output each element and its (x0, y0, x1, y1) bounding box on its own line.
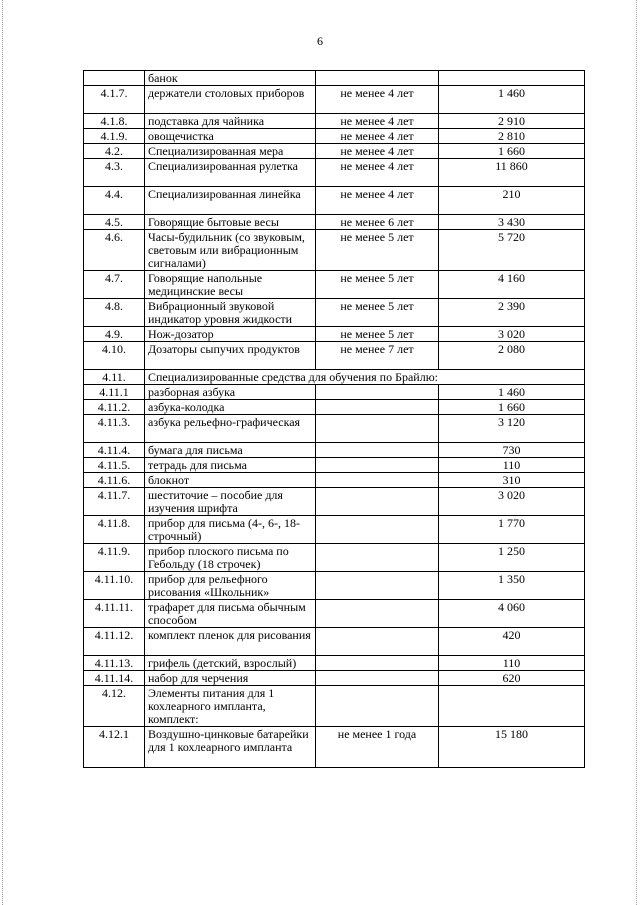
row-number: 4.12. (84, 686, 145, 727)
row-price: 2 910 (439, 114, 585, 129)
table-row (84, 299, 585, 327)
row-item-name-text: подставка для чайника (148, 114, 265, 128)
row-price: 4 160 (439, 271, 585, 299)
table-row (84, 86, 585, 114)
row-service-term (316, 473, 439, 488)
row-service-term: не менее 5 лет (316, 230, 439, 271)
row-number: 4.11.5. (84, 458, 145, 473)
row-service-term (316, 488, 439, 516)
row-price: 15 180 (439, 727, 585, 768)
row-service-term (316, 572, 439, 600)
row-price: 1 660 (439, 144, 585, 159)
row-price: 110 (439, 458, 585, 473)
table-row (84, 129, 585, 144)
table-row (84, 187, 585, 215)
row-section-title: Специализированные средства для обучения по Брайлю: (145, 370, 585, 385)
row-number: 4.1.7. (84, 86, 145, 114)
table-row (84, 628, 585, 656)
row-service-term: не менее 6 лет (316, 215, 439, 230)
row-item-name-text: Вибрационный звуковой индикатор уровня жидкости (148, 299, 293, 326)
row-item-name-text: блокнот (148, 473, 190, 487)
row-item-name-text: Специализированная линейка (148, 187, 301, 201)
row-service-term: не менее 1 года (316, 727, 439, 768)
row-service-term (316, 415, 439, 443)
row-number: 4.2. (84, 144, 145, 159)
row-item-name-text: прибор для письма (4-, 6-, 18-строчный) (148, 516, 301, 543)
row-price: 310 (439, 473, 585, 488)
table-row (84, 473, 585, 488)
table-row (84, 516, 585, 544)
row-item-name-text: бумага для письма (148, 443, 243, 457)
row-item-name (145, 86, 316, 114)
row-number: 4.11.12. (84, 628, 145, 656)
row-number: 4.12.1 (84, 727, 145, 768)
table-row (84, 370, 585, 385)
row-item-name (145, 415, 316, 443)
row-item-name-text: трафарет для письма обычным способом (148, 600, 306, 627)
row-number: 4.8. (84, 299, 145, 327)
row-item-name (145, 686, 316, 727)
table-row (84, 385, 585, 400)
row-service-term (316, 656, 439, 671)
row-number: 4.11.1 (84, 385, 145, 400)
row-price: 2 810 (439, 129, 585, 144)
row-service-term: не менее 4 лет (316, 129, 439, 144)
row-price: 210 (439, 187, 585, 215)
table-row (84, 230, 585, 271)
scan-edge-left (2, 0, 3, 905)
row-service-term: не менее 4 лет (316, 159, 439, 187)
row-item-name (145, 671, 316, 686)
table-row (84, 159, 585, 187)
row-number: 4.11.9. (84, 544, 145, 572)
row-service-term (316, 516, 439, 544)
row-number: 4.11.4. (84, 443, 145, 458)
row-service-term (316, 400, 439, 415)
row-price: 3 430 (439, 215, 585, 230)
row-item-name-text: азбука рельефно-графическая (148, 415, 301, 429)
row-item-name (145, 458, 316, 473)
row-service-term: не менее 7 лет (316, 342, 439, 370)
row-item-name-text: Дозаторы сыпучих продуктов (148, 342, 300, 356)
row-number: 4.10. (84, 342, 145, 370)
row-item-name-text: прибор для рельефного рисования «Школьник» (148, 572, 270, 599)
row-item-name-text: Нож-дозатор (148, 327, 214, 341)
row-item-name-text: шеститочие – пособие для изучения шрифта (148, 488, 283, 515)
table-row (84, 600, 585, 628)
row-service-term (316, 443, 439, 458)
row-price: 620 (439, 671, 585, 686)
row-number: 4.11.8. (84, 516, 145, 544)
row-item-name (145, 144, 316, 159)
row-item-name (145, 656, 316, 671)
row-number: 4.1.8. (84, 114, 145, 129)
row-item-name (145, 342, 316, 370)
row-service-term (316, 71, 439, 86)
row-item-name-text: держатели столовых приборов (148, 86, 305, 100)
row-price (439, 686, 585, 727)
row-price: 1 460 (439, 385, 585, 400)
row-item-name-text: тетрадь для письма (148, 458, 247, 472)
row-number: 4.11.10. (84, 572, 145, 600)
row-item-name-text: комплект пленок для рисования (148, 628, 311, 642)
row-item-name-text: Специализированная рулетка (148, 159, 298, 173)
row-service-term (316, 628, 439, 656)
row-item-name (145, 299, 316, 327)
row-item-name (145, 385, 316, 400)
row-service-term (316, 544, 439, 572)
table-row (84, 671, 585, 686)
row-item-name-text: банок (148, 71, 178, 85)
row-service-term: не менее 5 лет (316, 271, 439, 299)
row-item-name-text: грифель (детский, взрослый) (148, 656, 297, 670)
row-item-name (145, 187, 316, 215)
row-service-term: не менее 5 лет (316, 327, 439, 342)
row-price: 3 120 (439, 415, 585, 443)
row-number: 4.11.6. (84, 473, 145, 488)
row-number: 4.3. (84, 159, 145, 187)
row-item-name (145, 727, 316, 768)
row-item-name (145, 488, 316, 516)
row-number: 4.11.2. (84, 400, 145, 415)
table-row (84, 71, 585, 86)
row-item-name (145, 443, 316, 458)
row-number: 4.11.14. (84, 671, 145, 686)
table-row (84, 415, 585, 443)
row-item-name (145, 600, 316, 628)
table-row (84, 572, 585, 600)
row-price: 4 060 (439, 600, 585, 628)
row-item-name-text: Часы-будильник (со звуковым, световым или вибрационным сигналами) (148, 230, 305, 270)
row-item-name (145, 271, 316, 299)
row-price: 1 350 (439, 572, 585, 600)
table-row (84, 114, 585, 129)
row-price (439, 71, 585, 86)
row-price: 110 (439, 656, 585, 671)
table-row (84, 327, 585, 342)
row-number: 4.11.7. (84, 488, 145, 516)
row-item-name (145, 215, 316, 230)
row-item-name-text: Говорящие бытовые весы (148, 215, 279, 229)
row-price: 1 660 (439, 400, 585, 415)
row-service-term (316, 600, 439, 628)
row-item-name-text: Говорящие напольные медицинские весы (148, 271, 263, 298)
row-item-name-text: азбука-колодка (148, 400, 225, 414)
table-row (84, 271, 585, 299)
row-service-term: не менее 4 лет (316, 86, 439, 114)
row-item-name-text: разборная азбука (148, 385, 236, 399)
table-row (84, 686, 585, 727)
row-item-name (145, 516, 316, 544)
table-row (84, 215, 585, 230)
table-row (84, 656, 585, 671)
table-row (84, 443, 585, 458)
row-number: 4.7. (84, 271, 145, 299)
row-item-name (145, 473, 316, 488)
row-item-name (145, 628, 316, 656)
row-item-name (145, 230, 316, 271)
row-price: 1 770 (439, 516, 585, 544)
row-item-name (145, 129, 316, 144)
row-number: 4.5. (84, 215, 145, 230)
row-price: 1 460 (439, 86, 585, 114)
row-service-term (316, 458, 439, 473)
page-number: 6 (317, 34, 323, 48)
row-number: 4.1.9. (84, 129, 145, 144)
row-price: 5 720 (439, 230, 585, 271)
row-item-name-text: набор для черчения (148, 671, 249, 685)
row-item-name (145, 71, 316, 86)
row-service-term (316, 686, 439, 727)
row-item-name-text: Воздушно-цинковые батарейки для 1 кохлеарного импланта (148, 727, 309, 754)
row-item-name (145, 572, 316, 600)
row-number: 4.9. (84, 327, 145, 342)
row-item-name (145, 544, 316, 572)
row-service-term (316, 385, 439, 400)
row-price: 420 (439, 628, 585, 656)
row-number: 4.11. (84, 370, 145, 385)
row-service-term: не менее 5 лет (316, 299, 439, 327)
row-item-name-text: прибор плоского письма по Гебольду (18 строчек) (148, 544, 289, 571)
row-price: 730 (439, 443, 585, 458)
row-item-name-text: Элементы питания для 1 кохлеарного импланта, комплект: (148, 686, 275, 726)
row-item-name (145, 327, 316, 342)
table-row (84, 488, 585, 516)
row-price: 2 390 (439, 299, 585, 327)
table-row (84, 144, 585, 159)
scan-edge-right (636, 0, 637, 905)
table-row (84, 458, 585, 473)
row-price: 1 250 (439, 544, 585, 572)
row-item-name (145, 159, 316, 187)
row-number: 4.4. (84, 187, 145, 215)
row-item-name (145, 400, 316, 415)
row-number: 4.11.13. (84, 656, 145, 671)
row-number: 4.6. (84, 230, 145, 271)
table-row (84, 342, 585, 370)
table-row (84, 544, 585, 572)
row-price: 11 860 (439, 159, 585, 187)
table-row (84, 727, 585, 768)
row-service-term: не менее 4 лет (316, 114, 439, 129)
row-item-name-text: Специализированная мера (148, 144, 284, 158)
table-row (84, 400, 585, 415)
row-price: 2 080 (439, 342, 585, 370)
row-item-name (145, 114, 316, 129)
price-table (83, 70, 585, 768)
row-service-term (316, 671, 439, 686)
row-price: 3 020 (439, 488, 585, 516)
row-number: 4.11.3. (84, 415, 145, 443)
row-number: 4.11.11. (84, 600, 145, 628)
row-price: 3 020 (439, 327, 585, 342)
row-number (84, 71, 145, 86)
row-item-name-text: овощечистка (148, 129, 214, 143)
row-service-term: не менее 4 лет (316, 187, 439, 215)
row-service-term: не менее 4 лет (316, 144, 439, 159)
